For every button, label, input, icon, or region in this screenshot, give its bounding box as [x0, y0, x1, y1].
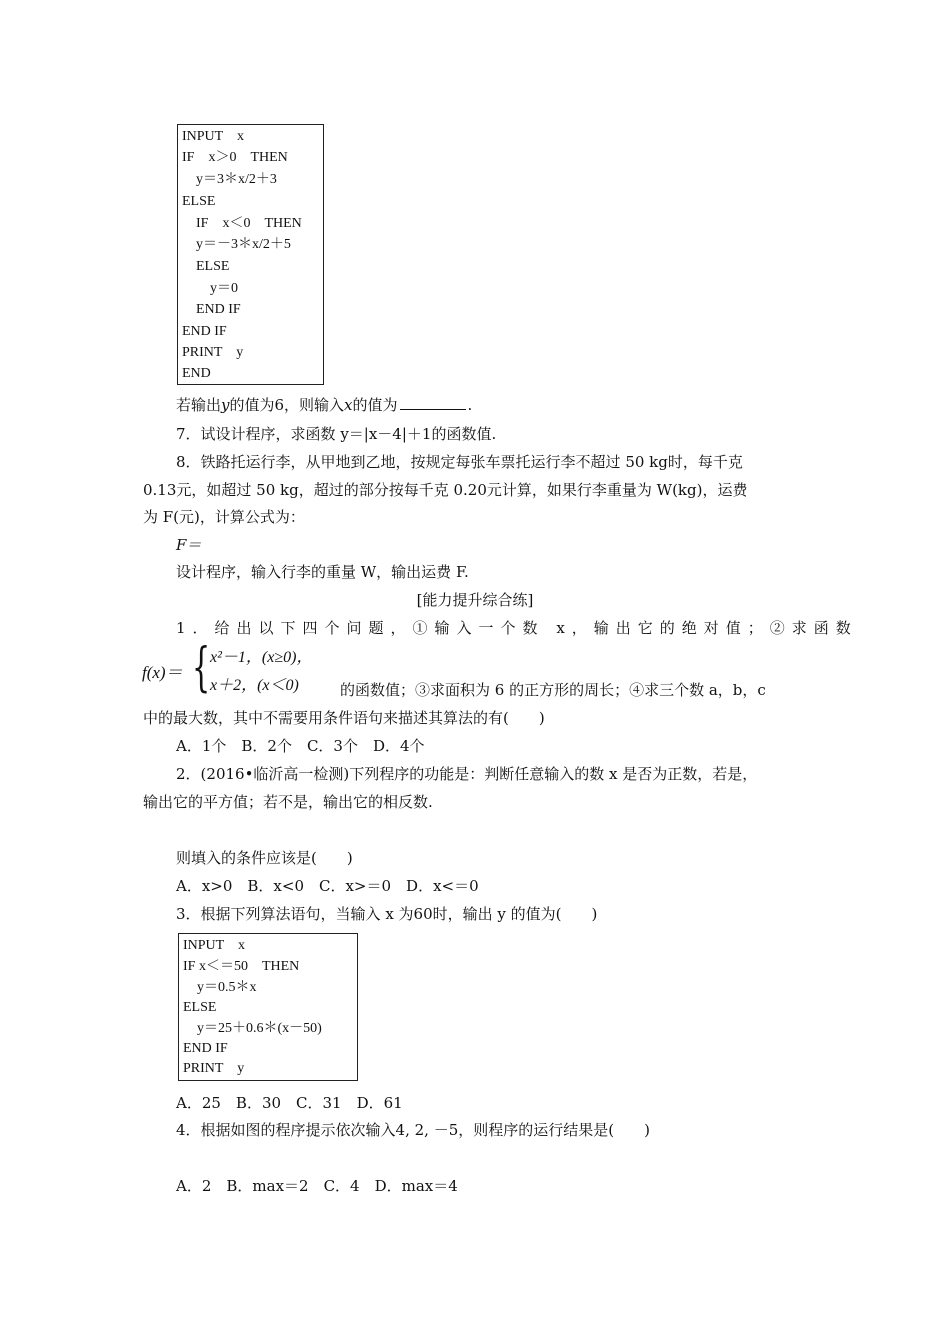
code-block-2	[178, 933, 358, 1081]
left-brace-icon: {	[192, 638, 211, 698]
code-line: INPUT x	[183, 938, 245, 953]
var-y: y	[221, 396, 230, 414]
code-line: IF x＞0 THEN	[182, 150, 288, 165]
question-8-line: 为 F(元)，计算公式为：	[143, 508, 305, 526]
code-line: END IF	[182, 302, 241, 317]
problem-2-options: A．x>0 B．x<0 C．x>＝0 D．x<＝0	[176, 877, 479, 895]
case-1: x²－1，(x≥0)，	[210, 649, 313, 666]
problem-2-line: 则填入的条件应该是( )	[176, 849, 353, 867]
question-6-prompt	[176, 395, 472, 415]
question-8-line: 设计程序，输入行李的重量 W，输出运费 F.	[176, 563, 469, 581]
code-line: ELSE	[182, 259, 230, 274]
code-line: y＝0.5＊x	[183, 980, 257, 995]
question-7: 7．试设计程序，求函数 y＝|x－4|＋1的函数值.	[176, 425, 497, 443]
answer-blank	[400, 395, 466, 410]
code-line: ELSE	[183, 1000, 217, 1015]
code-line: END	[182, 366, 211, 381]
code-block-1	[177, 124, 324, 385]
problem-4-options: A．2 B．max＝2 C．4 D．max＝4	[176, 1177, 458, 1195]
text: 的值为6，则输入	[229, 396, 345, 414]
problem-4-line: 4．根据如图的程序提示依次输入4, 2, －5，则程序的运行结果是( )	[176, 1121, 650, 1139]
piecewise-function	[142, 638, 342, 698]
problem-1-line: 中的最大数，其中不需要用条件语句来描述其算法的有( )	[143, 709, 545, 727]
code-line: END IF	[183, 1041, 228, 1056]
problem-3-options: A．25 B．30 C．31 D．61	[176, 1094, 403, 1112]
question-8-line: 8．铁路托运行李，从甲地到乙地，按规定每张车票托运行李不超过 50 kg时，每千克	[176, 453, 743, 471]
problem-1-options: A．1个 B．2个 C．3个 D．4个	[176, 737, 425, 755]
text: 若输出	[176, 396, 222, 414]
function-name: f(x)＝	[142, 663, 183, 682]
question-8-formula: F＝	[176, 536, 202, 554]
text: 的值为	[352, 396, 398, 414]
code-line: ELSE	[182, 194, 216, 209]
code-line: PRINT y	[183, 1061, 245, 1076]
code-line: y＝3＊x/2＋3	[182, 172, 277, 187]
problem-3-line: 3．根据下列算法语句，当输入 x 为60时，输出 y 的值为( )	[176, 905, 598, 923]
question-8-line: 0.13元，如超过 50 kg，超过的部分按每千克 0.20元计算，如果行李重量为 W(kg)，运费	[143, 481, 748, 499]
code-line: PRINT y	[182, 345, 244, 360]
code-line: y＝－3＊x/2＋5	[182, 237, 291, 252]
section-title: [能力提升综合练]	[416, 591, 534, 609]
code-line: y＝0	[182, 281, 238, 296]
problem-1-line: 的函数值；③求面积为 6 的正方形的周长；④求三个数 a，b，c	[340, 681, 766, 699]
code-line: IF x＜0 THEN	[182, 216, 302, 231]
code-line: END IF	[182, 324, 227, 339]
problem-1-line: 1．给出以下四个问题，①输入一个数 x，输出它的绝对值；②求函数	[176, 619, 858, 637]
case-2: x＋2，(x＜0)	[210, 677, 299, 694]
code-line: IF x＜＝50 THEN	[183, 959, 300, 974]
code-line: y＝25＋0.6＊(x－50)	[183, 1021, 322, 1036]
var-x: x	[344, 396, 353, 414]
problem-2-line: 输出它的平方值；若不是，输出它的相反数.	[143, 793, 433, 811]
problem-2-line: 2．(2016•临沂高一检测)下列程序的功能是：判断任意输入的数 x 是否为正数，若是，	[176, 765, 758, 783]
code-line: INPUT x	[182, 129, 244, 144]
text: .	[467, 396, 473, 414]
